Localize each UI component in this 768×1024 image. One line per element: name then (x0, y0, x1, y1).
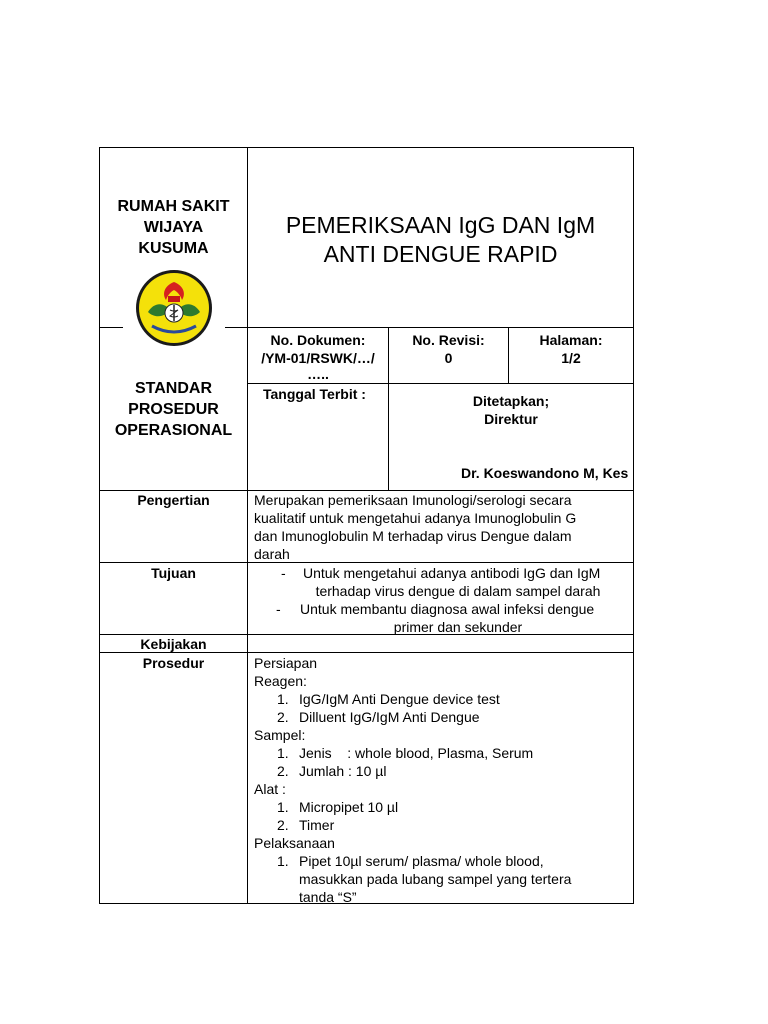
docinfo-divider (247, 383, 634, 384)
pengertian-line: dan Imunoglobulin M terhadap virus Dengue dalam (254, 528, 572, 544)
doc-number-label: No. Dokumen: (270, 332, 366, 348)
prosedur-label: Prosedur (142, 655, 205, 671)
pelaksanaan-line: tanda “S” (299, 889, 357, 905)
revision-cell (389, 331, 508, 367)
pengertian-text (254, 491, 632, 563)
tujuan-line: primer dan sekunder (393, 619, 523, 635)
page-value: 1/2 (561, 350, 581, 366)
hospital-emblem-icon (134, 268, 214, 348)
reagen-list (254, 690, 632, 726)
doc-number-cell (248, 331, 388, 381)
tujuan-bullet-item (248, 600, 633, 618)
revision-value: 0 (444, 350, 453, 366)
pelaksanaan-list (254, 852, 632, 906)
frame-right (633, 147, 634, 904)
pelaksanaan-line: masukkan pada lubang sampel yang tertera (299, 871, 572, 887)
left-tick-2 (225, 327, 247, 328)
pelaksanaan-line: Pipet 10µl serum/ plasma/ whole blood, (299, 853, 544, 869)
page-label: Halaman: (539, 332, 603, 348)
left-tick-1 (99, 327, 123, 328)
list-item: 1. Jenis : whole blood, Plasma, Serum (277, 745, 534, 761)
sop-label (100, 378, 247, 441)
reagen-item: Dilluent IgG/IgM Anti Dengue (299, 709, 480, 725)
header-divider (247, 327, 634, 328)
approved-name: Dr. Koeswandono M, Kes (461, 465, 629, 481)
pengertian-label: Pengertian (137, 492, 210, 508)
list-item: 1. IgG/IgM Anti Dengue device test (277, 691, 500, 707)
page-cell (509, 331, 633, 367)
doc-number-value: /YM-01/RSWK/…/ (261, 350, 375, 366)
hospital-name (100, 196, 247, 259)
list-item: 2. Timer (277, 817, 335, 833)
issue-date-label: Tanggal Terbit : (263, 386, 366, 402)
tujuan-label: Tujuan (151, 565, 196, 581)
sampel-heading: Sampel: (254, 727, 306, 743)
approved-label: Ditetapkan; (472, 393, 550, 409)
tujuan-line: terhadap virus dengue di dalam sampel darah (315, 583, 601, 599)
alat-heading: Alat : (254, 781, 286, 797)
revision-label: No. Revisi: (412, 332, 485, 348)
tujuan-line: Untuk membantu diagnosa awal infeksi dengue (300, 601, 595, 617)
document-title-line: ANTI DENGUE RAPID (323, 241, 558, 267)
doc-number-value: ….. (307, 366, 329, 382)
alat-item: Timer (299, 817, 335, 833)
sampel-item: Jenis : whole blood, Plasma, Serum (299, 745, 534, 761)
prosedur-content (254, 654, 632, 906)
frame-top (99, 147, 634, 148)
sop-label-line: OPERASIONAL (114, 422, 233, 439)
tujuan-bullet-item (248, 564, 633, 582)
persiapan-heading: Persiapan (254, 655, 318, 671)
bullet-dash: - (281, 565, 286, 581)
approval-block (389, 392, 633, 428)
bullet-dash: - (276, 601, 281, 617)
list-item: 2. Jumlah : 10 µl (277, 763, 387, 779)
pengertian-line: kualitatif untuk mengetahui adanya Imunoglobulin G (254, 510, 577, 526)
alat-item: Micropipet 10 µl (299, 799, 399, 815)
kebijakan-label: Kebijakan (140, 636, 207, 652)
document-title-line: PEMERIKSAAN IgG DAN IgM (285, 212, 596, 238)
sampel-item: Jumlah : 10 µl (299, 763, 387, 779)
approved-role: Direktur (484, 411, 538, 427)
hospital-name-line: KUSUMA (138, 240, 209, 257)
tujuan-line: Untuk mengetahui adanya antibodi IgG dan IgM (303, 565, 601, 581)
pengertian-line: darah (254, 546, 290, 562)
list-item: 1. Micropipet 10 µl (277, 799, 399, 815)
list-item: 2. Dilluent IgG/IgM Anti Dengue (277, 709, 480, 725)
pengertian-line: Merupakan pemeriksaan Imunologi/serologi secara (254, 492, 572, 508)
reagen-heading: Reagen: (254, 673, 307, 689)
sampel-list (254, 744, 632, 780)
list-item: 1. Pipet 10µl serum/ plasma/ whole blood, masukkan pada lubang sampel yang tertera tanda “S” (254, 852, 632, 906)
sop-label-line: PROSEDUR (128, 401, 219, 418)
hospital-name-line: WIJAYA (143, 219, 204, 236)
pelaksanaan-heading: Pelaksanaan (254, 835, 335, 851)
reagen-item: IgG/IgM Anti Dengue device test (299, 691, 500, 707)
hospital-name-line: RUMAH SAKIT (117, 198, 230, 215)
sop-label-line: STANDAR (134, 380, 213, 397)
frame-left (99, 147, 100, 904)
document-title (248, 211, 633, 269)
tujuan-text (248, 564, 633, 636)
alat-list (254, 798, 632, 834)
